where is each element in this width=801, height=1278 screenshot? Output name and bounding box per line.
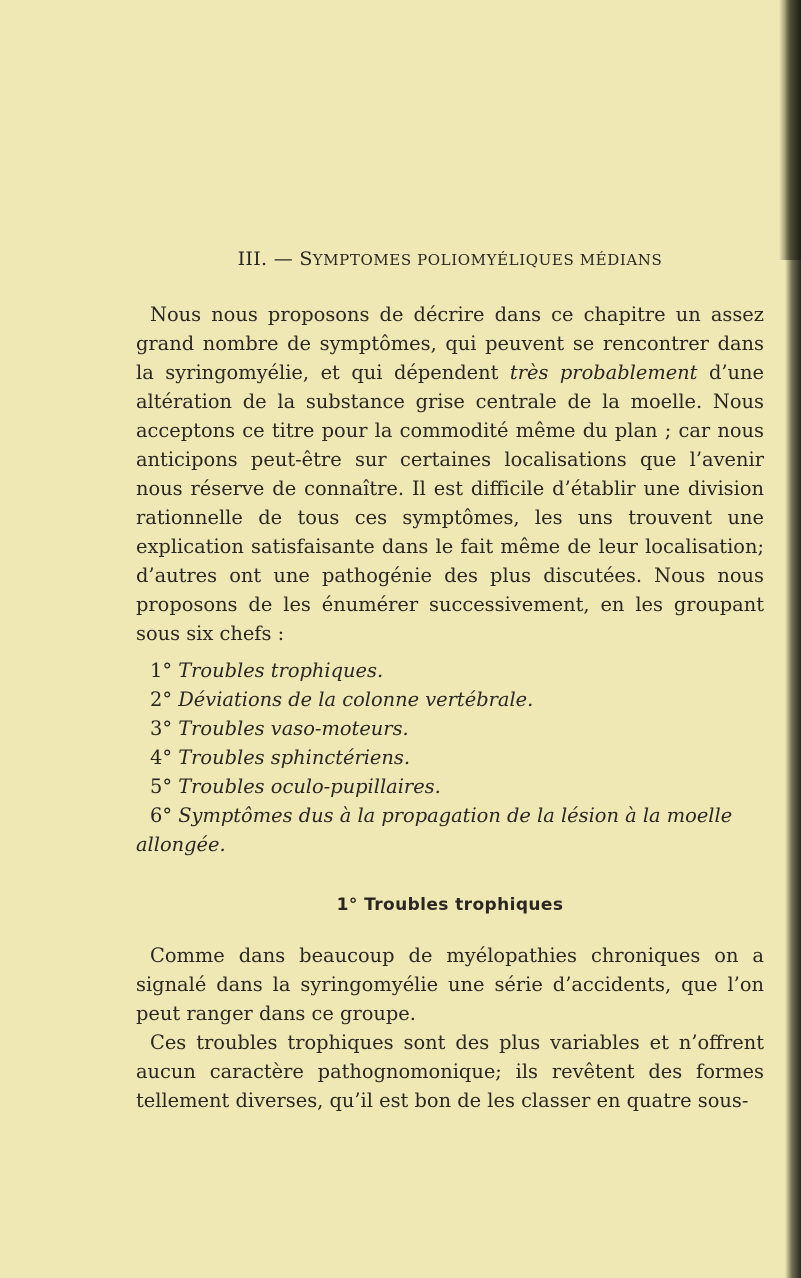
- list-item-text: Troubles trophiques.: [178, 659, 384, 682]
- list-item-text: Symptômes dus à la propagation de la lésion à la moelle allongée.: [136, 804, 733, 856]
- list-item-text: Troubles oculo-pupillaires.: [178, 775, 441, 798]
- list-item-number: 5°: [150, 775, 173, 798]
- list-item-number: 3°: [150, 717, 173, 740]
- symptom-list: [136, 656, 764, 859]
- heading-title: YMPTOMES POLIOMYÉLIQUES MÉDIANS: [312, 251, 663, 269]
- page-edge-shadow-top: [779, 0, 801, 260]
- list-item-number: 6°: [150, 804, 173, 827]
- list-item-text: Troubles vaso-moteurs.: [178, 717, 409, 740]
- intro-paragraph: [136, 300, 764, 648]
- list-item-number: 4°: [150, 746, 173, 769]
- list-item: [136, 685, 764, 714]
- heading-dash: —: [273, 248, 294, 270]
- list-item: [136, 656, 764, 685]
- intro-text-start: Nous nous proposons de décrire dans ce chapitre un assez grand nombre de symptômes, qui peuvent se rencontrer dans la syringomyélie, et qui dépendent: [136, 303, 764, 384]
- list-item: [136, 714, 764, 743]
- list-item-number: 2°: [150, 688, 173, 711]
- list-item: [136, 743, 764, 772]
- intro-text-end: d’une altération de la substance grise centrale de la moelle. Nous acceptons ce titre pour la commodité même du plan ; car nous anticipons peut-être sur certaines localisations que l’avenir nous réserve de connaître. Il est difficile d’établir une division rationnelle de tous ces symptômes, les uns trouvent une explication satisfaisante dans le fait même de leur localisation; d’autres ont une pathogénie des plus discutées. Nous nous proposons de les énumérer successivement, en les groupant sous six chefs :: [136, 361, 765, 645]
- chapter-heading: [136, 248, 764, 270]
- list-item: [136, 772, 764, 801]
- body-paragraph-2: Ces troubles trophiques sont des plus variables et n’offrent aucun caractère pathognomonique; ils revêtent des formes tellement diverses, qu’il est bon de les classer en quatre sous-: [136, 1031, 764, 1112]
- heading-initial: S: [299, 248, 313, 270]
- body-paragraph-1: Comme dans beaucoup de myélopathies chroniques on a signalé dans la syringomyélie une série d’accidents, que l’on peut ranger dans ce groupe.: [136, 944, 764, 1025]
- book-page: [136, 248, 764, 1115]
- list-item-number: 1°: [150, 659, 173, 682]
- list-item: [136, 801, 764, 859]
- intro-italic-phrase: très probablement: [509, 361, 698, 384]
- section-title: 1° Troubles trophiques: [336, 895, 564, 915]
- list-item-text: Déviations de la colonne vertébrale.: [178, 688, 534, 711]
- chapter-number: III.: [237, 248, 268, 270]
- list-item-text: Troubles sphinctériens.: [178, 746, 411, 769]
